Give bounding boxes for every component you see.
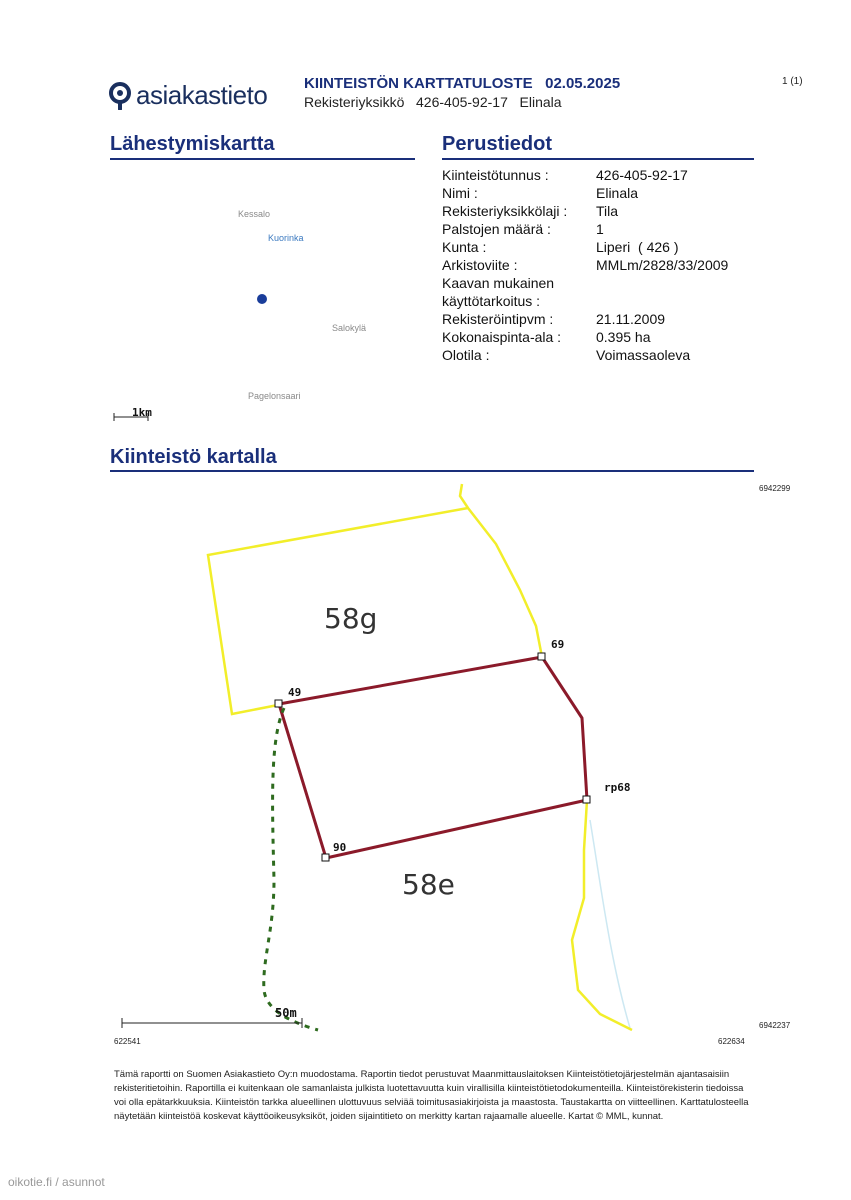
info-value: Liperi ( 426 ) — [596, 239, 679, 255]
info-label: Kunta : — [442, 239, 487, 255]
parcel-label-58e: 58e — [402, 868, 455, 901]
info-label: Arkistoviite : — [442, 257, 518, 273]
boundary-marker-49 — [275, 700, 282, 707]
property-boundary — [279, 657, 587, 858]
info-label: Olotila : — [442, 347, 490, 363]
point-label-90: 90 — [333, 841, 347, 854]
point-label-69: 69 — [551, 638, 565, 651]
logo-text: asiakastieto — [136, 80, 268, 110]
neighbor-boundary-east — [572, 800, 632, 1030]
info-value: MMLm/2828/33/2009 — [596, 257, 729, 273]
map-label-salokyla: Salokylä — [332, 323, 367, 333]
page-number: 1 (1) — [782, 76, 803, 87]
info-label: Nimi : — [442, 185, 478, 201]
shoreline — [590, 820, 630, 1028]
footpath — [264, 708, 318, 1030]
point-label-rp68: rp68 — [604, 781, 631, 794]
map-label-kessalo: Kessalo — [238, 209, 271, 219]
scale-label: 50m — [275, 1006, 297, 1020]
map-label-kuorinka: Kuorinka — [268, 233, 304, 243]
boundary-marker-69 — [538, 653, 545, 660]
basic-info-heading: Perustiedot — [442, 133, 553, 155]
approach-scale-label: 1km — [132, 406, 152, 419]
coord-bottom-left-x: 622541 — [114, 1037, 141, 1046]
info-label: Kokonaispinta-ala : — [442, 329, 562, 345]
boundary-marker-90 — [322, 854, 329, 861]
parcel-label-58g: 58g — [324, 602, 378, 635]
neighbor-boundary-north — [460, 484, 542, 657]
info-value: Voimassaoleva — [596, 347, 691, 363]
info-label: Kaavan mukainen — [442, 275, 555, 291]
info-value: Tila — [596, 203, 619, 219]
coord-top-right: 6942299 — [759, 484, 791, 493]
info-label: Rekisteriyksikkölaji : — [442, 203, 568, 219]
coord-bottom-right: 6942237 — [759, 1021, 791, 1030]
disclaimer-text: Tämä raportti on Suomen Asiakastieto Oy:n muodostama. Raportin tiedot perustuvat Maanmittauslaitoksen Kiinteistötietojärjestelmän ajantasaisiin rekisteritietoihin. Raportilla ei kuitenkaan ole samanlaista julkista luotettavuutta kuin virallisilla kiinteistötietodokumenteilla. Kiinteistörekisterin tiedoissa voi olla epätarkkuuksia. Kiinteistön tarkka alueellinen ulottuvuus selviää toimitusasiakirjoista ja maastosta. Taustakartta on viitteellinen. Karttatulosteella näytetään kiinteistöä koskevat käyttöoikeusyksiköt, joiden sijaintitieto on merkitty kartan rajaamalle alueelle. Kartat © MML, kunnat. — [114, 1069, 749, 1122]
info-label: Kiinteistötunnus : — [442, 167, 549, 183]
info-value: 426-405-92-17 — [596, 167, 688, 183]
approach-map-heading: Lähestymiskartta — [110, 133, 275, 155]
boundary-marker-rp68 — [583, 796, 590, 803]
info-label: Rekisteröintipvm : — [442, 311, 554, 327]
info-label: Palstojen määrä : — [442, 221, 551, 237]
info-value: Elinala — [596, 185, 639, 201]
coord-bottom-right-x: 622634 — [718, 1037, 745, 1046]
info-value: 1 — [596, 221, 604, 237]
info-value: 0.395 ha — [596, 329, 651, 345]
report-title: KIINTEISTÖN KARTTATULOSTE 02.05.2025 — [304, 75, 621, 92]
point-label-49: 49 — [288, 686, 302, 699]
info-label: käyttötarkoitus : — [442, 293, 541, 309]
report-subtitle: Rekisteriyksikkö 426-405-92-17 Elinala — [304, 94, 562, 110]
info-value: 21.11.2009 — [596, 311, 666, 327]
property-map-heading: Kiinteistö kartalla — [110, 446, 277, 468]
map-label-pagelonsaari: Pagelonsaari — [248, 391, 301, 401]
source-watermark: oikotie.fi / asunnot — [8, 1175, 105, 1189]
